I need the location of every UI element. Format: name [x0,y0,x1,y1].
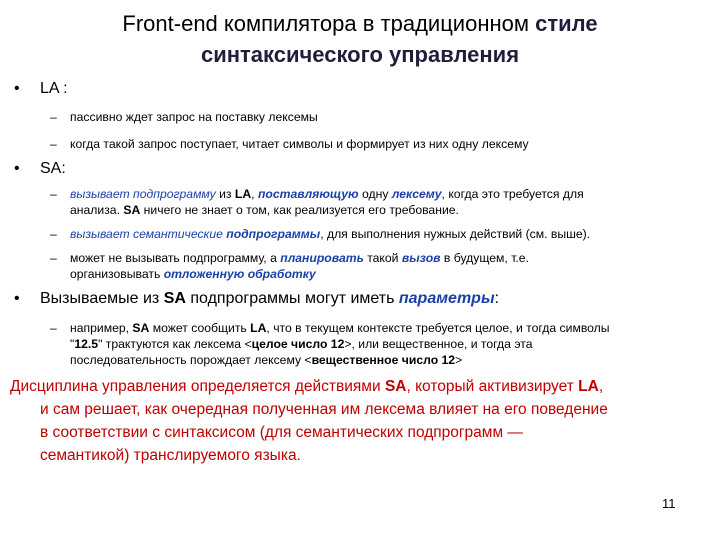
dash-marker: – [50,321,57,335]
bullet-marker: • [14,80,20,97]
title-line1-text: Front-end компилятора в традиционном [122,11,536,36]
conclusion-line-2: и сам решает, как очередная полученная им лексема влияет на его поведение [40,401,608,418]
sa-item-3-text: может не вызывать подпрограмму, а планировать такой вызов в будущем, т.е. организовывать отложенную обработку [70,251,529,281]
bullet-marker: • [14,290,20,307]
slide-title [40,8,680,70]
dash-marker: – [50,137,57,151]
sa-item-2-text: вызывает семантические подпрограммы, для выполнения нужных действий (см. выше). [70,227,591,241]
dash-marker: – [50,110,57,124]
bullet-marker: • [14,160,20,177]
conclusion-line-1: Дисциплина управления определяется действиями SA, который активизирует LA, [10,378,604,395]
la-item-2-text: когда такой запрос поступает, читает символы и формирует из них одну лексему [70,137,529,151]
dash-marker: – [50,251,57,265]
conclusion-line-3: в соответствии с синтаксисом (для семантических подпрограмм — [40,424,523,441]
conclusion-paragraph [10,375,712,467]
bullet-params-text: Вызываемые из SA подпрограммы могут иметь параметры: [40,290,500,307]
bullet-la-label: LA : [40,80,68,97]
la-item-1-text: пассивно ждет запрос на поставку лексемы [70,110,318,124]
conclusion-line-4: семантикой) транслируемого языка. [40,447,301,464]
sa-item-1-text: вызывает подпрограмму из LA, поставляющую одну лексему, когда это требуется для анализа. SA ничего не знает о том, как реализуется его требование. [70,187,584,217]
bullet-sa-label: SA: [40,160,66,177]
title-line2: синтаксического управления [200,42,520,67]
dash-marker: – [50,227,57,241]
page-number: 11 [662,496,676,511]
params-item-1-text: например, SA может сообщить LA, что в текущем контексте требуется целое, и тогда символы "12.5" трактуются как лексема <целое число 12>, или вещественное, и тогда эта последовательность порождает лексему <вещественное число 12> [70,321,610,367]
title-line1-bold: стиле [535,11,598,36]
dash-marker: – [50,187,57,201]
